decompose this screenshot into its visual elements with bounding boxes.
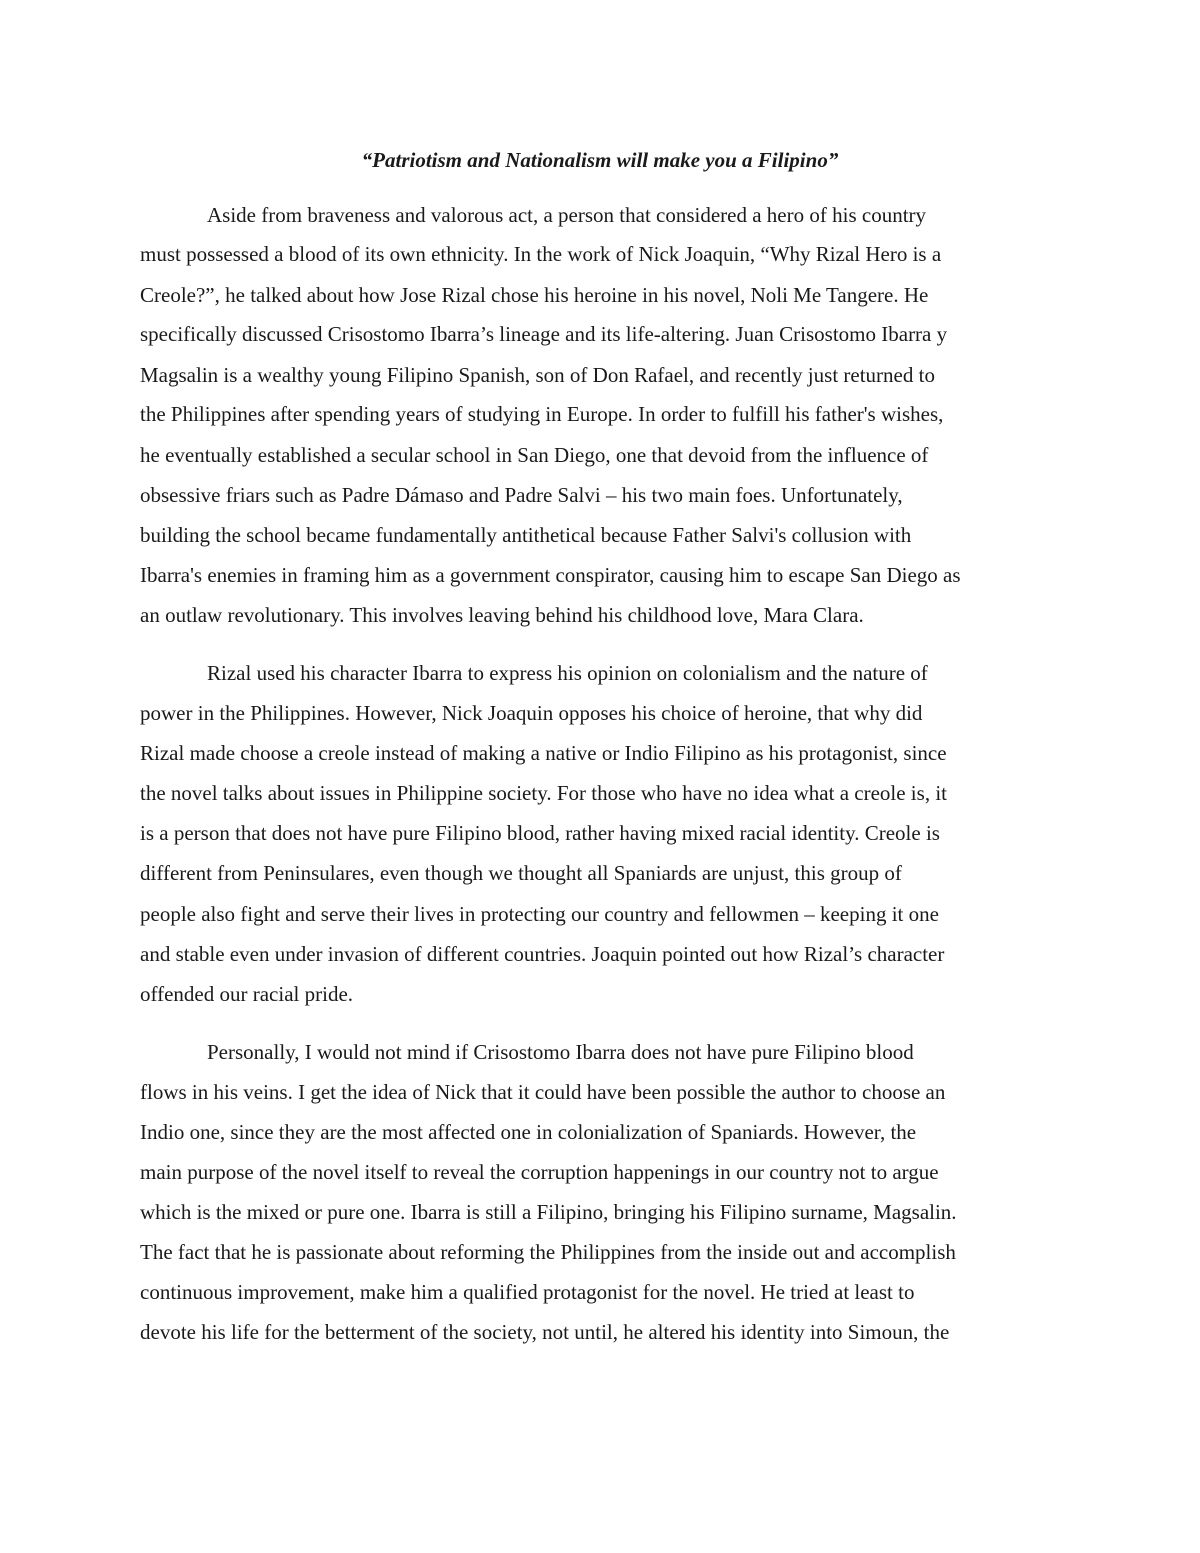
paragraph-2-line: the novel talks about issues in Philippine society. For those who have no idea what a creole is, it — [140, 781, 947, 805]
paragraph-1-line: an outlaw revolutionary. This involves leaving behind his childhood love, Mara Clara. — [140, 603, 864, 627]
paragraph-2-line: offended our racial pride. — [140, 982, 354, 1006]
paragraph-1-line: obsessive friars such as Padre Dámaso and Padre Salvi – his two main foes. Unfortunately, — [140, 483, 903, 507]
paragraph-1-line: must possessed a blood of its own ethnicity. In the work of Nick Joaquin, “Why Rizal Hero is a — [140, 242, 942, 266]
paragraph-3-line: flows in his veins. I get the idea of Nick that it could have been possible the author to choose an — [140, 1080, 946, 1104]
paragraph-2-line: Rizal made choose a creole instead of making a native or Indio Filipino as his protagonist, since — [140, 741, 947, 765]
paragraph-1-line: Ibarra's enemies in framing him as a government conspirator, causing him to escape San Diego as — [140, 563, 961, 587]
paragraph-3-line: Indio one, since they are the most affected one in colonialization of Spaniards. However, the — [140, 1120, 917, 1144]
document-title: “Patriotism and Nationalism will make you a Filipino” — [361, 148, 839, 172]
paragraph-3-line: main purpose of the novel itself to reveal the corruption happenings in our country not to argue — [140, 1160, 939, 1184]
paragraph-1-line: Creole?”, he talked about how Jose Rizal chose his heroine in his novel, Noli Me Tangere. He — [140, 283, 929, 307]
paragraph-1-line: building the school became fundamentally antithetical because Father Salvi's collusion with — [140, 523, 912, 547]
paragraph-3-line: devote his life for the betterment of the society, not until, he altered his identity into Simoun, the — [140, 1320, 950, 1344]
paragraph-3-line: continuous improvement, make him a qualified protagonist for the novel. He tried at least to — [140, 1280, 915, 1304]
paragraph-2-line: power in the Philippines. However, Nick Joaquin opposes his choice of heroine, that why did — [140, 701, 923, 725]
paragraph-1-line: Aside from braveness and valorous act, a person that considered a hero of his country — [207, 203, 927, 227]
paragraph-2-line: is a person that does not have pure Filipino blood, rather having mixed racial identity. Creole is — [140, 821, 940, 845]
paragraph-1-line: specifically discussed Crisostomo Ibarra’s lineage and its life-altering. Juan Crisostomo Ibarra y — [140, 322, 948, 346]
paragraph-1-line: the Philippines after spending years of studying in Europe. In order to fulfill his father's wishes, — [140, 402, 944, 426]
paragraph-3-line: The fact that he is passionate about reforming the Philippines from the inside out and accomplish — [140, 1240, 956, 1264]
paragraph-1-line: Magsalin is a wealthy young Filipino Spanish, son of Don Rafael, and recently just returned to — [140, 363, 935, 387]
paragraph-3-line: which is the mixed or pure one. Ibarra is still a Filipino, bringing his Filipino surname, Magsalin. — [140, 1200, 957, 1224]
paragraph-3-line: Personally, I would not mind if Crisostomo Ibarra does not have pure Filipino blood — [207, 1040, 914, 1064]
paragraph-2-line: people also fight and serve their lives in protecting our country and fellowmen – keeping it one — [140, 902, 939, 926]
paragraph-2-line: different from Peninsulares, even though we thought all Spaniards are unjust, this group of — [140, 861, 902, 885]
paragraph-2-line: Rizal used his character Ibarra to express his opinion on colonialism and the nature of — [207, 661, 928, 685]
paragraph-1-line: he eventually established a secular school in San Diego, one that devoid from the influence of — [140, 443, 929, 467]
paragraph-2-line: and stable even under invasion of different countries. Joaquin pointed out how Rizal’s character — [140, 942, 945, 966]
